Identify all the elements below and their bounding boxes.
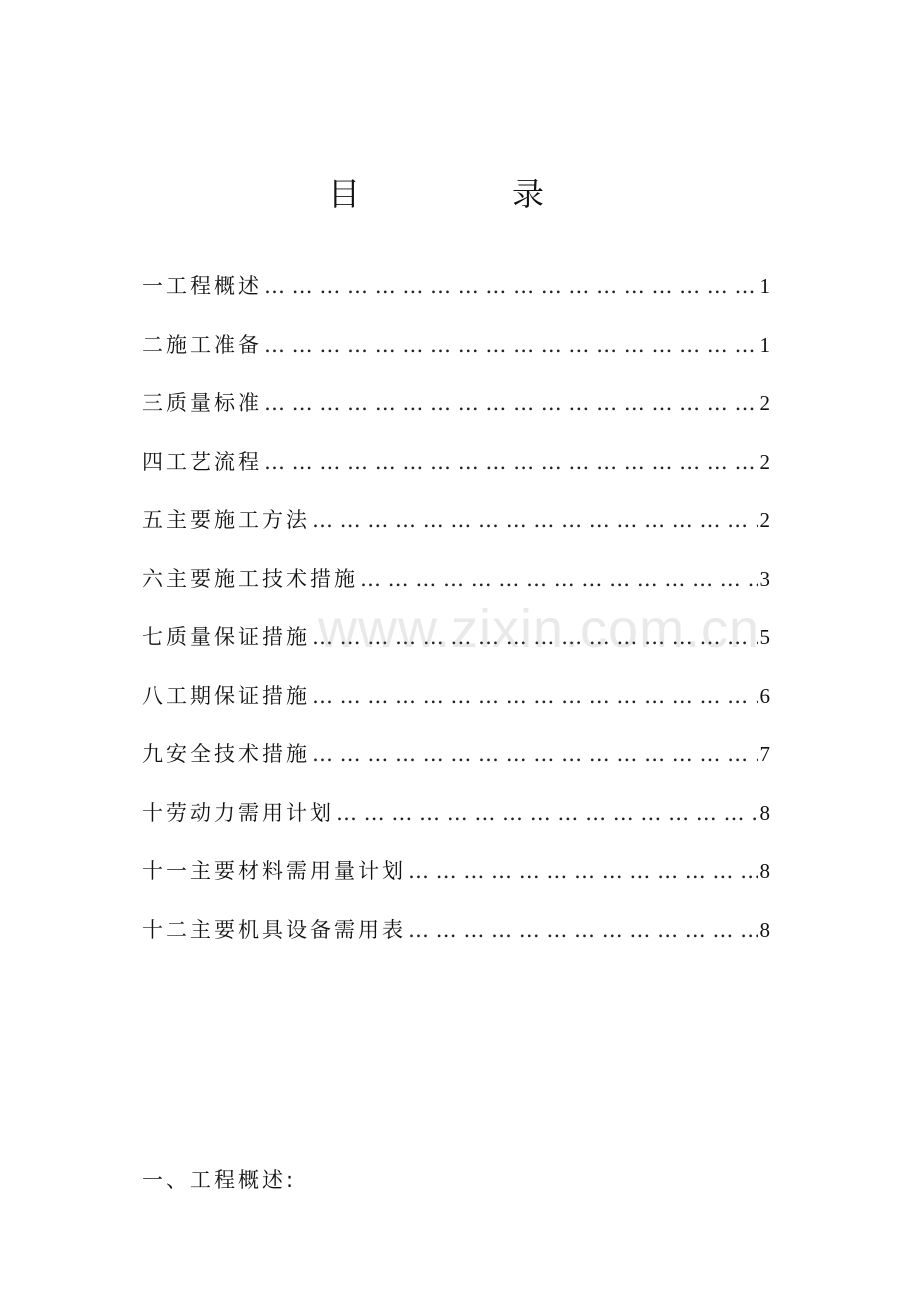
toc-page-number: 1	[759, 332, 770, 357]
toc-entry-label: 十劳动力需用计划	[142, 800, 334, 825]
toc-entry-label: 六主要施工技术措施	[142, 566, 358, 591]
toc-dot-leader	[408, 910, 758, 950]
toc-page-number: 8	[759, 859, 770, 883]
toc-entry[interactable]	[142, 383, 770, 442]
toc-page-number: 3	[759, 566, 770, 591]
toc-entry-label: 五主要施工方法	[142, 508, 310, 532]
toc-title-char-2: 录	[512, 175, 545, 213]
watermark: www.zixin.com.cn	[318, 599, 761, 659]
toc-entry-label: 四工艺流程	[142, 449, 262, 474]
toc-page-number: 2	[759, 391, 770, 415]
toc-entry-label: 九安全技术措施	[142, 742, 310, 766]
toc-dot-leader	[312, 500, 758, 540]
toc-entry[interactable]	[142, 442, 770, 501]
toc-page-number: 5	[759, 625, 770, 649]
toc-page-number: 1	[759, 274, 770, 298]
toc-entry-label: 八工期保证措施	[142, 683, 310, 708]
toc-entry-label: 一工程概述	[142, 274, 262, 298]
toc-dot-leader	[264, 383, 758, 423]
toc-title	[0, 172, 920, 222]
toc-dot-leader	[312, 734, 758, 774]
toc-page-number: 7	[759, 742, 770, 766]
section-heading: 一、工程概述:	[142, 1168, 297, 1192]
toc-entry[interactable]	[142, 617, 770, 676]
toc-entry[interactable]	[142, 793, 770, 852]
toc-dot-leader	[264, 442, 758, 482]
toc-page-number: 8	[759, 800, 770, 825]
toc-page-number: 2	[759, 508, 770, 532]
toc-entry[interactable]	[142, 500, 770, 559]
toc-entry[interactable]	[142, 676, 770, 735]
toc-entry[interactable]	[142, 851, 770, 910]
toc-title-char-1: 目	[328, 175, 361, 213]
toc-page-number: 6	[759, 683, 770, 708]
toc-entry[interactable]	[142, 734, 770, 793]
toc-dot-leader	[312, 617, 758, 657]
toc-entry-label: 十二主要机具设备需用表	[142, 917, 406, 942]
toc-entry-label: 七质量保证措施	[142, 625, 310, 649]
toc-dot-leader	[408, 851, 758, 891]
toc-entry[interactable]	[142, 910, 770, 969]
toc-entry[interactable]	[142, 266, 770, 325]
toc-dot-leader	[264, 325, 758, 365]
toc-entry-label: 二施工准备	[142, 332, 262, 357]
toc-entry[interactable]	[142, 559, 770, 618]
table-of-contents	[142, 266, 770, 968]
toc-entry-label: 十一主要材料需用量计划	[142, 859, 406, 883]
toc-dot-leader	[312, 676, 758, 716]
toc-page-number: 8	[759, 917, 770, 942]
toc-dot-leader	[264, 266, 758, 306]
toc-entry-label: 三质量标准	[142, 391, 262, 415]
toc-dot-leader	[360, 559, 758, 599]
toc-page-number: 2	[759, 449, 770, 474]
toc-entry[interactable]	[142, 325, 770, 384]
toc-dot-leader	[336, 793, 758, 833]
